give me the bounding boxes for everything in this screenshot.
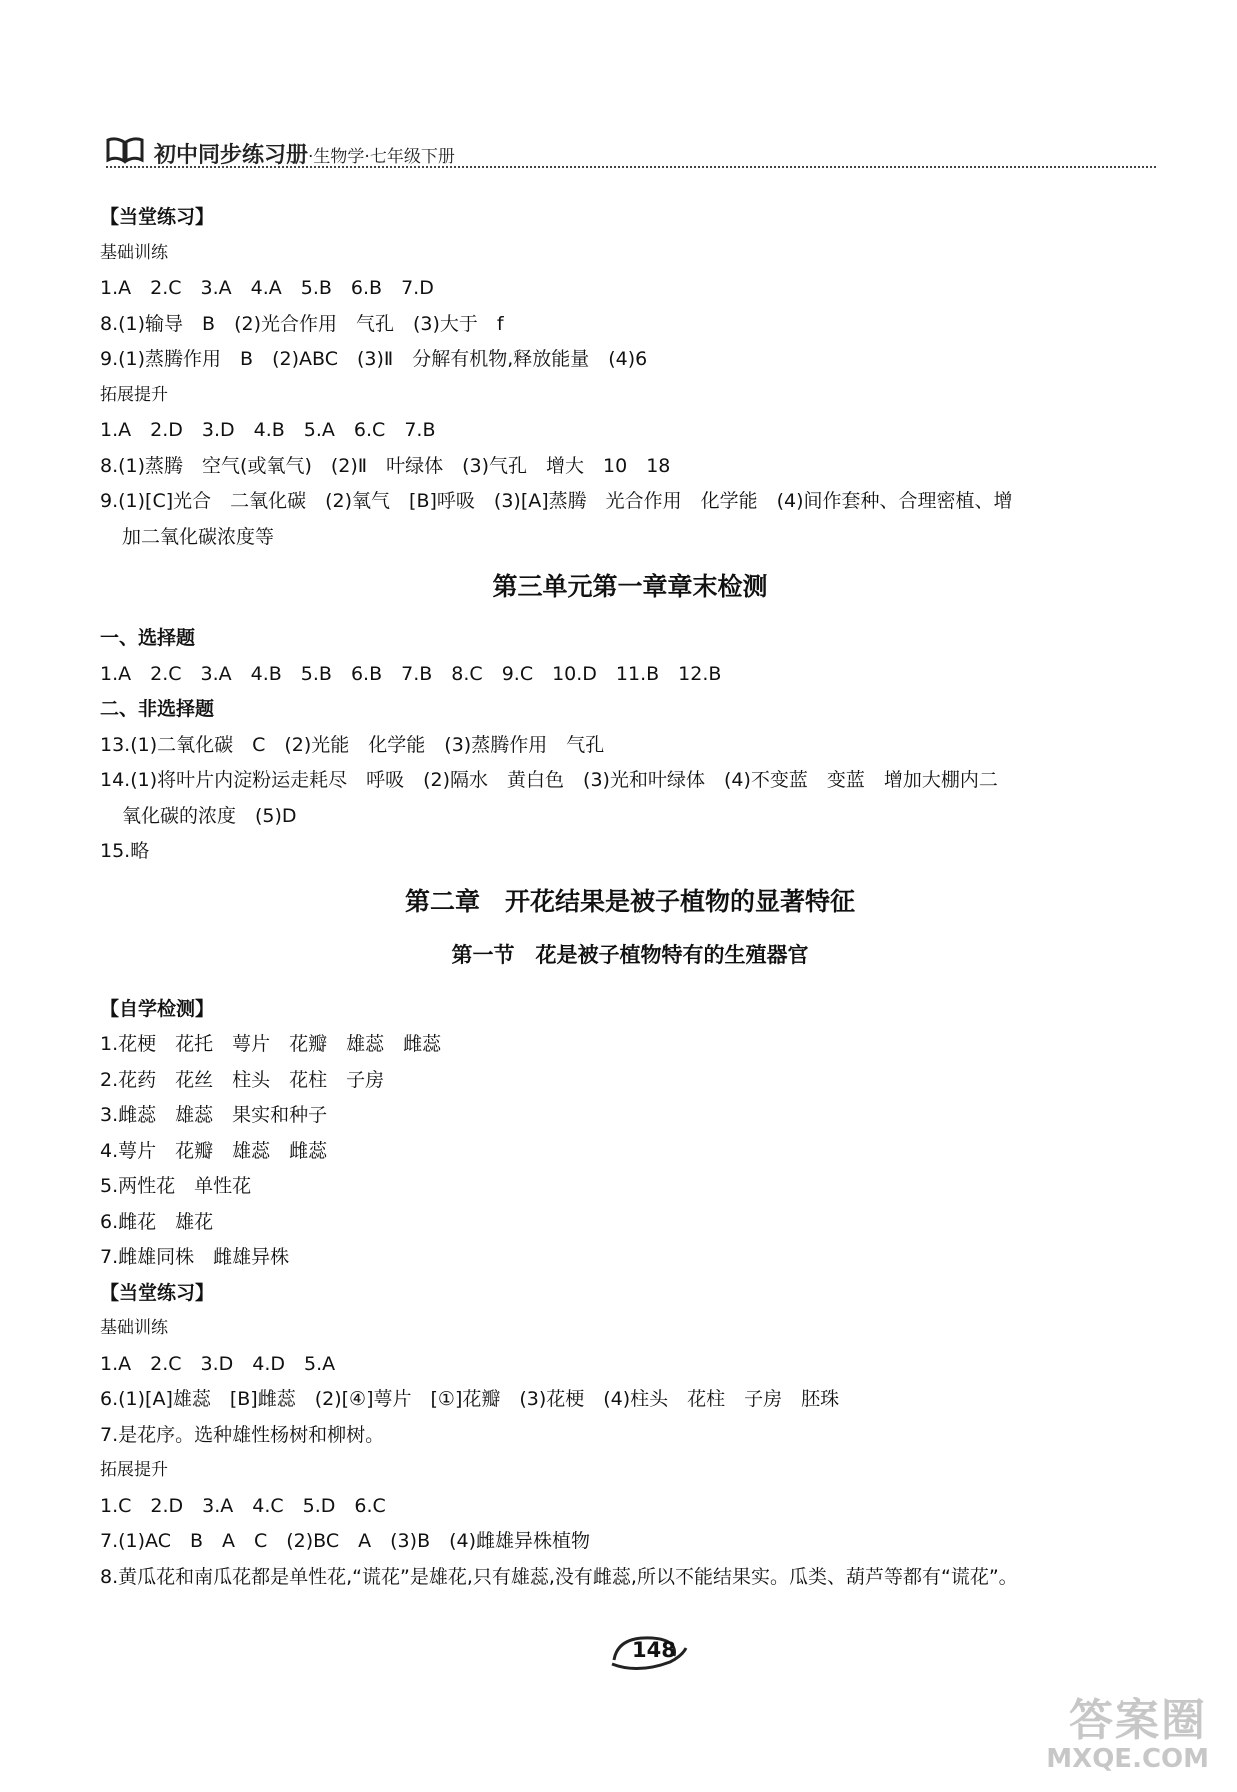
- answer-line: 14.(1)将叶片内淀粉运走耗尽 呼吸 (2)隔水 黄白色 (3)光和叶绿体 (4)不变蓝 变蓝 增加大棚内二: [100, 769, 998, 791]
- answer-line: 8.(1)输导 B (2)光合作用 气孔 (3)大于 f: [100, 312, 504, 335]
- answer-line: 3.雌蕊 雄蕊 果实和种子: [100, 1104, 328, 1126]
- answer-line: 6.(1)[A]雄蕊 [B]雌蕊 (2)[④]萼片 [①]花瓣 (3)花梗 (4)柱头 花柱 子房 胚珠: [100, 1388, 840, 1410]
- subsection-label: 拓展提升: [100, 384, 168, 405]
- header-divider: [106, 166, 1156, 168]
- answer-line: 8.(1)蒸腾 空气(或氧气) (2)Ⅱ 叶绿体 (3)气孔 增大 10 18: [100, 454, 671, 477]
- book-subtitle: ·生物学·七年级下册: [308, 147, 455, 167]
- section-label: 一、选择题: [100, 627, 196, 649]
- subsection-label: 基础训练: [100, 242, 168, 263]
- answer-line: 7.(1)AC B A C (2)BC A (3)B (4)雌雄异株植物: [100, 1530, 591, 1552]
- section-label: 二、非选择题: [100, 698, 215, 720]
- chapter-heading: 第三单元第一章章末检测: [492, 572, 768, 601]
- answer-line-continued: 加二氧化碳浓度等: [122, 525, 275, 548]
- book-logo-icon: [106, 136, 144, 164]
- subsection-label: 拓展提升: [100, 1460, 168, 1480]
- section-heading: 第一节 花是被子植物特有的生殖器官: [451, 942, 809, 967]
- answer-line: 9.(1)蒸腾作用 B (2)ABC (3)Ⅱ 分解有机物,释放能量 (4)6: [100, 348, 648, 370]
- answer-line: 8.黄瓜花和南瓜花都是单性花,“谎花”是雄花,只有雄蕊,没有雌蕊,所以不能结果实。瓜类、葫芦等都有“谎花”。: [100, 1565, 1018, 1588]
- answer-line: 7.雌雄同株 雌雄异株: [100, 1246, 290, 1268]
- answer-line: 13.(1)二氧化碳 C (2)光能 化学能 (3)蒸腾作用 气孔: [100, 733, 605, 756]
- watermark-logo-text: 答案圈: [1069, 1695, 1207, 1746]
- answer-line: 6.雌花 雄花: [100, 1210, 214, 1233]
- answer-line: 1.A 2.C 3.D 4.D 5.A: [100, 1352, 336, 1375]
- page-number-text: 148: [632, 1638, 676, 1662]
- book-title: [154, 138, 455, 169]
- answer-line: 1.A 2.C 3.A 4.B 5.B 6.B 7.B 8.C 9.C 10.D 11.B 12.B: [100, 662, 722, 685]
- answer-line: 1.A 2.D 3.D 4.B 5.A 6.C 7.B: [100, 419, 436, 441]
- answer-line: 1.C 2.D 3.A 4.C 5.D 6.C: [100, 1494, 386, 1517]
- answer-line: 2.花药 花丝 柱头 花柱 子房: [100, 1068, 385, 1091]
- answer-line-continued: 氧化碳的浓度 (5)D: [122, 804, 297, 827]
- chapter-heading: 第二章 开花结果是被子植物的显著特征: [404, 886, 855, 916]
- book-title-main: 初中同步练习册: [154, 143, 309, 168]
- subsection-label: 基础训练: [100, 1318, 168, 1338]
- watermark: [1027, 1684, 1217, 1774]
- section-label: 【当堂练习】: [100, 1281, 215, 1304]
- answer-line: 5.两性花 单性花: [100, 1175, 252, 1197]
- section-label: 【自学检测】: [100, 997, 215, 1020]
- answer-line: 7.是花序。选种雄性杨树和柳树。: [100, 1423, 385, 1446]
- page-header: [106, 112, 1156, 168]
- page-number: [608, 1630, 688, 1672]
- answer-line: 1.花梗 花托 萼片 花瓣 雄蕊 雌蕊: [100, 1033, 442, 1055]
- section-label: 【当堂练习】: [100, 206, 215, 228]
- answer-line: 1.A 2.C 3.A 4.A 5.B 6.B 7.D: [100, 277, 434, 299]
- answer-line: 15.略: [100, 840, 150, 862]
- answer-line: 4.萼片 花瓣 雄蕊 雌蕊: [100, 1139, 328, 1162]
- answer-line: 9.(1)[C]光合 二氧化碳 (2)氧气 [B]呼吸 (3)[A]蒸腾 光合作用 化学能 (4)间作套种、合理密植、增: [100, 490, 1013, 512]
- watermark-url: MXQE.COM: [1046, 1744, 1209, 1774]
- answer-content: [100, 200, 1160, 1595]
